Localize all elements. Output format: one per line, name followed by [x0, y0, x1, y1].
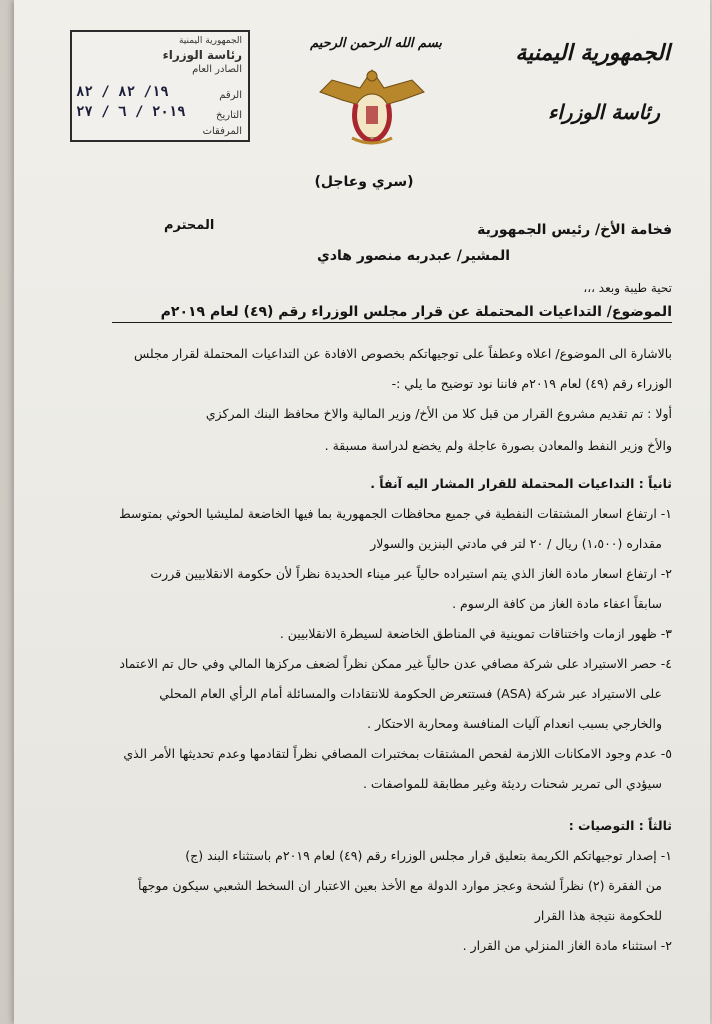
- para-intro-2: الوزراء رقم (٤٩) لعام ٢٠١٩م فاننا نود توضيح ما يلي :-: [391, 376, 672, 391]
- recommendation-1b: من الفقرة (٢) نظراً لشحة وعجز موارد الدولة مع الأخذ بعين الاعتبار ان السخط الشعبي سيكون موجهاً: [138, 878, 662, 893]
- second-item-5a: ٥- عدم وجود الامكانات اللازمة لفحص المشتقات بمختبرات المصافي نظراً لتقادمها وعدم تحديثها الأمر الذي: [123, 746, 672, 761]
- header-republic: الجمهورية اليمنية: [515, 40, 670, 66]
- yemen-eagle-emblem-icon: [312, 58, 432, 148]
- first-point-2: والأخ وزير النفط والمعادن بصورة عاجلة ولم يخضع لدراسة مسبقة .: [324, 438, 672, 453]
- stamp-number-handwritten: ١٩/ ٨٢ / ٨٢: [76, 84, 169, 100]
- registry-stamp: [70, 30, 250, 142]
- stamp-line-republic: الجمهورية اليمنية: [178, 36, 242, 46]
- stamp-date-label: التاريخ: [216, 110, 242, 121]
- second-item-3: ٣- ظهور ازمات واختناقات تموينية في المناطق الخاضعة لسيطرة الانقلابيين .: [279, 626, 672, 641]
- second-item-4c: والخارجي بسبب انعدام آليات المنافسة ومحاربة الاحتكار .: [367, 716, 662, 731]
- second-item-4a: ٤- حصر الاستيراد على شركة مصافي عدن حالياً غير ممكن نظراً لضعف مركزها المالي وفي حال تم الاعتماد: [119, 656, 672, 671]
- first-point-1: أولا : تم تقديم مشروع القرار من قبل كلا من الأخ/ وزير المالية والاخ محافظ البنك المركزي: [205, 406, 672, 421]
- second-item-2b: سابقاً اعفاء مادة الغاز من كافة الرسوم .: [452, 596, 662, 611]
- addressee-line2: المشير/ عبدربه منصور هادي: [316, 248, 510, 264]
- second-item-1a: ١- ارتفاع اسعار المشتقات النفطية في جميع محافظات الجمهورية بما فيها الخاضعة لمليشيا الحوثي بمتوسط: [119, 506, 672, 521]
- stamp-line-presidency: رئاسة الوزراء: [162, 48, 242, 62]
- basmala: بسم الله الرحمن الرحيم: [310, 36, 442, 51]
- stamp-date-handwritten: ٢٠١٩ / ٦ / ٢٧: [76, 104, 186, 120]
- recommendation-2: ٢- استثناء مادة الغاز المنزلي من القرار .: [462, 938, 672, 953]
- second-item-1b: مقداره (١،٥٠٠) ريال / ٢٠ لتر في مادتي البنزين والسولار: [370, 536, 662, 551]
- second-item-4b: على الاستيراد عبر شركة (ASA) فستتعرض الحكومة للانتقادات والمسائلة أمام الرأي العام المحلي: [159, 686, 662, 701]
- second-item-5b: سيؤدي الى تمرير شحنات رديئة وغير مطابقة للمواصفات .: [362, 776, 662, 791]
- stamp-line-outgoing: الصادر العام: [192, 64, 242, 75]
- greeting: تحية طيبة وبعد ،،،: [583, 281, 672, 295]
- recommendation-1a: ١- إصدار توجيهاتكم الكريمة بتعليق قرار مجلس الوزراء رقم (٤٩) لعام ٢٠١٩م باستثناء البند (ج): [185, 848, 672, 863]
- addressee-line1: فخامة الأخ/ رئيس الجمهورية: [477, 222, 672, 238]
- subject-line: الموضوع/ التداعيات المحتملة عن قرار مجلس الوزراء رقم (٤٩) لعام ٢٠١٩م: [112, 304, 672, 323]
- stamp-number-label: الرقم: [219, 90, 242, 101]
- document-page: [14, 0, 710, 1024]
- stamp-attachments-label: المرفقات: [202, 126, 242, 137]
- third-section-title: ثالثاً : التوصيات :: [568, 818, 672, 833]
- recommendation-1c: للحكومة نتيجة هذا القرار: [534, 908, 662, 923]
- addressee-honorific: المحترم: [164, 218, 215, 233]
- para-intro-1: بالاشارة الى الموضوع/ اعلاه وعطفاً على توجيهاتكم بخصوص الافادة عن التداعيات المحتملة لقرار مجلس: [133, 346, 672, 361]
- classification: (سري وعاجل): [314, 174, 414, 190]
- second-item-2a: ٢- ارتفاع اسعار مادة الغاز الذي يتم استيراده حالياً عبر ميناء الحديدة نظراً لأن حكومة الانقلابيين قررت: [150, 566, 672, 581]
- header-presidency: رئاسة الوزراء: [547, 100, 660, 124]
- second-section-title: ثانياً : التداعيات المحتملة للقرار المشار اليه آنفاً .: [370, 476, 672, 491]
